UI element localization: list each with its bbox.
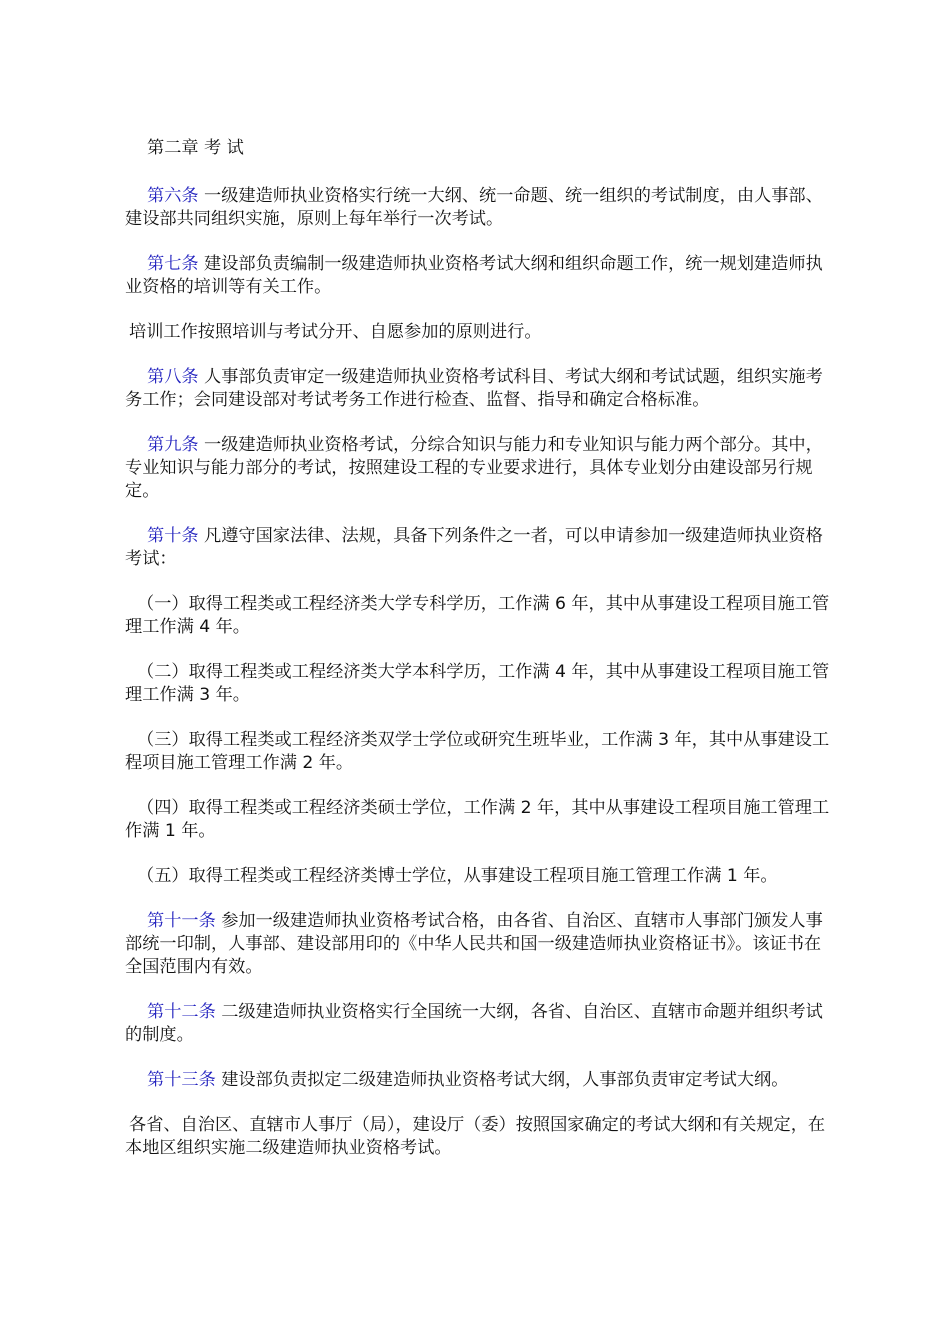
article-13 [125, 1069, 831, 1092]
article-text: 二级建造师执业资格实行全国统一大纲，各省、自治区、直辖市命题并组织考试的制度。 [125, 1002, 823, 1045]
article-number: 第九条 [147, 435, 199, 455]
article-7 [125, 253, 831, 299]
article-text: 建设部负责编制一级建造师执业资格考试大纲和组织命题工作，统一规划建造师执业资格的培训等有关工作。 [125, 254, 823, 297]
article-9 [125, 434, 831, 503]
article-text: 一级建造师执业资格实行统一大纲、统一命题、统一组织的考试制度，由人事部、建设部共同组织实施，原则上每年举行一次考试。 [125, 186, 823, 229]
article-12 [125, 1001, 831, 1047]
article-10 [125, 525, 831, 571]
article-text: 凡遵守国家法律、法规，具备下列条件之一者，可以申请参加一级建造师执业资格考试： [125, 526, 823, 569]
article-number: 第十一条 [147, 911, 216, 931]
chapter-title: 第二章 考 试 [147, 138, 244, 158]
article-number: 第六条 [147, 186, 199, 206]
article-6 [125, 185, 831, 231]
article-text: 建设部负责拟定二级建造师执业资格考试大纲，人事部负责审定考试大纲。 [215, 1070, 789, 1090]
article-text: 一级建造师执业资格考试，分综合知识与能力和专业知识与能力两个部分。其中，专业知识与能力部分的考试，按照建设工程的专业要求进行，具体专业划分由建设部另行规定。 [125, 435, 823, 501]
document-body [125, 137, 831, 1182]
condition-item-3: （三）取得工程类或工程经济类双学士学位或研究生班毕业，工作满 3 年，其中从事建设工程项目施工管理工作满 2 年。 [125, 730, 830, 773]
article-text: 人事部负责审定一级建造师执业资格考试科目、考试大纲和考试试题，组织实施考务工作；会同建设部对考试考务工作进行检查、监督、指导和确定合格标准。 [125, 367, 823, 410]
condition-item-5: （五）取得工程类或工程经济类博士学位，从事建设工程项目施工管理工作满 1 年。 [137, 866, 778, 886]
article-11 [125, 910, 831, 979]
article-number: 第八条 [147, 367, 199, 387]
article-number: 第七条 [147, 254, 199, 274]
paragraph-training: 培训工作按照培训与考试分开、自愿参加的原则进行。 [129, 322, 542, 342]
condition-item-1: （一）取得工程类或工程经济类大学专科学历，工作满 6 年，其中从事建设工程项目施工管理工作满 4 年。 [125, 594, 830, 637]
article-number: 第十二条 [147, 1002, 216, 1022]
condition-item-4: （四）取得工程类或工程经济类硕士学位，工作满 2 年，其中从事建设工程项目施工管理工作满 1 年。 [125, 798, 830, 841]
article-number: 第十三条 [147, 1070, 216, 1090]
article-8 [125, 366, 831, 412]
article-number: 第十条 [147, 526, 199, 546]
article-text: 参加一级建造师执业资格考试合格，由各省、自治区、直辖市人事部门颁发人事部统一印制，人事部、建设部用印的《中华人民共和国一级建造师执业资格证书》。该证书在全国范围内有效。 [125, 911, 823, 977]
paragraph-provincial: 各省、自治区、直辖市人事厅（局），建设厅（委）按照国家确定的考试大纲和有关规定，在本地区组织实施二级建造师执业资格考试。 [125, 1115, 826, 1158]
condition-item-2: （二）取得工程类或工程经济类大学本科学历，工作满 4 年，其中从事建设工程项目施工管理工作满 3 年。 [125, 662, 830, 705]
